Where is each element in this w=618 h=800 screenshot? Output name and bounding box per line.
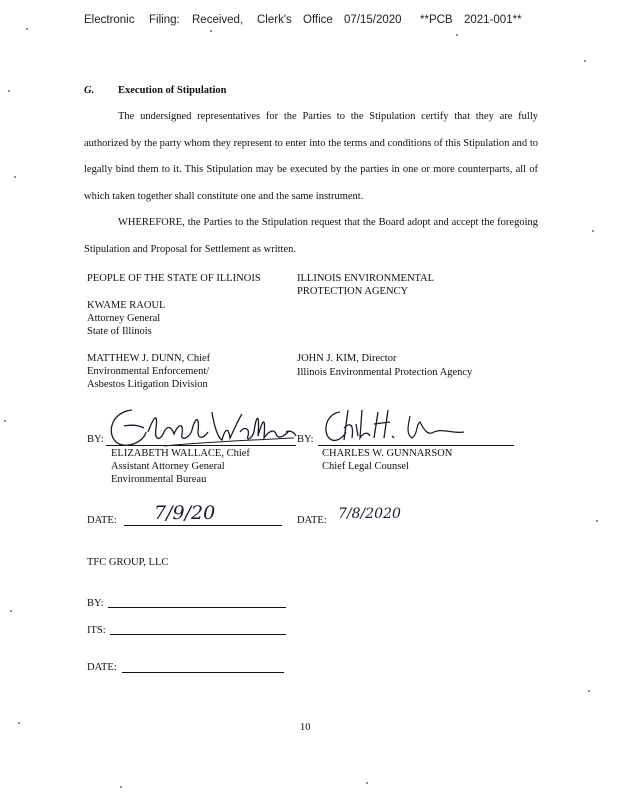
director-agency: Illinois Environmental Protection Agency [297,367,473,378]
section-heading [84,85,227,96]
left-signature-image [104,402,300,452]
scan-speck [592,230,594,232]
chief-name: MATTHEW J. DUNN, Chief [87,353,211,364]
right-by-label: BY: [297,434,314,445]
scan-speck [8,90,10,92]
company-its-line [110,634,286,635]
scan-speck [584,60,586,62]
scan-speck [10,610,12,612]
right-signer-title: Chief Legal Counsel [322,461,409,472]
company-its-label: ITS: [87,625,106,636]
header-word: **PCB [420,14,453,26]
right-signer-name: CHARLES W. GUNNARSON [322,448,453,459]
scan-speck [120,786,122,788]
section-letter: G. [84,85,95,96]
wherefore-paragraph: WHEREFORE, the Parties to the Stipulation request that the Board adopt and accept the foregoing Stipulation and Proposal for Settlement as written. [84,217,538,255]
left-date-label: DATE: [87,515,117,526]
right-party-name-line2: PROTECTION AGENCY [297,286,409,297]
director-name: JOHN J. KIM, Director [297,353,397,364]
scan-speck [366,782,368,784]
right-date-label: DATE: [297,515,327,526]
header-word: Received, [192,14,244,26]
header-word: Office [303,14,333,26]
company-name: TFC GROUP, LLC [87,557,169,568]
certification-paragraph: The undersigned representatives for the Parties to the Stipulation certify that they are fully authorized by the party whom they represent to enter into the terms and conditions of this Stipulation and to legally bind them to it. This Stipulation may be executed by the parties in one or more counterparts, all of which taken together shall constitute one and the same instrument. [84,111,538,202]
page-number: 10 [300,722,311,733]
header-word: Filing: [149,14,180,26]
left-signer-title-1: Assistant Attorney General [111,461,225,472]
company-by-label: BY: [87,598,104,609]
ag-title: Attorney General [87,313,161,324]
company-by-line [108,607,286,608]
left-date-handwritten: 7/9/20 [154,502,216,524]
scan-speck [456,34,458,36]
left-date-line [124,525,282,526]
chief-division-1: Environmental Enforcement/ [87,366,210,377]
ag-state: State of Illinois [87,326,152,337]
left-party-name: PEOPLE OF THE STATE OF ILLINOIS [87,273,261,284]
chief-division-2: Asbestos Litigation Division [87,379,208,390]
right-date-handwritten: 7/8/2020 [338,506,401,522]
scan-speck [596,520,598,522]
section-title: Execution of Stipulation [118,85,227,96]
scan-speck [14,176,16,178]
left-signer-title-2: Environmental Bureau [111,474,207,485]
header-date: 07/15/2020 [344,14,402,26]
right-signature-image [318,406,468,450]
company-date-line [122,672,284,673]
left-by-label: BY: [87,434,104,445]
scan-speck [210,30,212,32]
left-signer-name: ELIZABETH WALLACE, Chief [111,448,250,459]
header-word: Electronic [84,14,135,26]
header-word: Clerk's [257,14,292,26]
scan-speck [18,722,20,724]
header-case-number: 2021-001** [464,14,522,26]
scan-speck [4,420,6,422]
right-party-name-line1: ILLINOIS ENVIRONMENTAL [297,273,435,284]
ag-name: KWAME RAOUL [87,300,166,311]
company-date-label: DATE: [87,662,117,673]
scan-speck [26,28,28,30]
scan-speck [588,690,590,692]
